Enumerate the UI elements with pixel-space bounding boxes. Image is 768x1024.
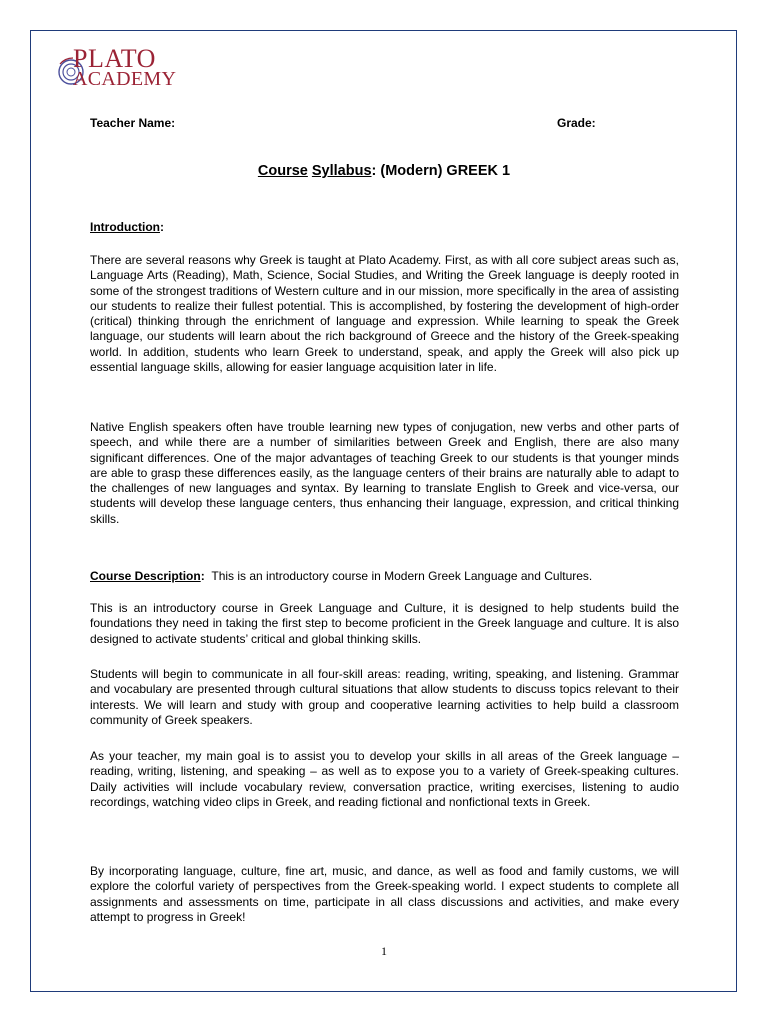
course-description-paragraph: Students will begin to communicate in all four-skill areas: reading, writing, speaking, and listening. Grammar and vocabulary are presented through cultural situations that allow students to discuss topics relevant to their interests. We will learn and study with group and cooperative learning activities to help build a classroom community of Greek speakers. bbox=[90, 667, 679, 727]
course-description-heading-colon: : bbox=[200, 569, 205, 583]
title-course: Course bbox=[257, 163, 308, 179]
teacher-name-label: Teacher Name: bbox=[90, 116, 176, 130]
logo-line-academy: ACADEMY bbox=[73, 68, 177, 90]
introduction-heading: Introduction bbox=[90, 220, 160, 234]
plato-academy-logo bbox=[57, 44, 187, 100]
title-subject: : (Modern) GREEK 1 bbox=[371, 163, 511, 179]
title-syllabus: Syllabus bbox=[311, 163, 372, 179]
course-description-paragraph: By incorporating language, culture, fine art, music, and dance, as well as food and family customs, we will explore the colorful variety of perspectives from the Greek-speaking world. I expect students to complete all assignments and assessments on time, participate in all class discussions and activities, and make every attempt to progress in Greek! bbox=[90, 864, 679, 924]
page-title bbox=[0, 163, 768, 179]
grade-label: Grade: bbox=[557, 116, 596, 130]
course-description-heading: Course Description bbox=[90, 569, 201, 583]
introduction-heading-block bbox=[90, 220, 679, 235]
course-description-paragraph: As your teacher, my main goal is to assist you to develop your skills in all areas of the Greek language – reading, writing, listening, and speaking – as well as to expose you to a variety of Greek-speaking cultures. Daily activities will include vocabulary review, conversation practice, writing exercises, listening to audio recordings, watching video clips in Greek, and reading fictional and nonfictional texts in Greek. bbox=[90, 749, 679, 809]
logo-line-plato: PLATO bbox=[73, 44, 156, 73]
page-number: 1 bbox=[381, 944, 387, 958]
introduction-paragraph: Native English speakers often have trouble learning new types of conjugation, new verbs and other parts of speech, and while there are a number of similarities between Greek and English, there are also many significant differences. One of the major advantages of teaching Greek to our students is that younger minds are able to grasp these differences easily, as the language centers of their brains are naturally able to adapt to the challenges of new languages and syntax. By learning to translate English to Greek and vice-versa, our students will develop these language centers, thus enhancing their language, expression, and critical thinking skills. bbox=[90, 420, 679, 526]
course-description-lead: This is an introductory course in Modern Greek Language and Cultures. bbox=[211, 569, 593, 583]
course-description-lead-block bbox=[90, 569, 679, 584]
introduction-heading-colon: : bbox=[159, 220, 164, 234]
introduction-paragraph: There are several reasons why Greek is taught at Plato Academy. First, as with all core subject areas such as, Language Arts (Reading), Math, Science, Social Studies, and Writing the Greek language is deeply rooted in some of the strongest traditions of Western culture and in our mission, more specifically in the area of assisting our students to realize their fullest potential. This is accomplished, by fostering the development of high-order (critical) thinking through the enrichment of language and expression. While learning to speak the Greek language, our students will learn about the rich background of Greece and the history of the Greek-speaking world. In addition, students who learn Greek to understand, speak, and apply the Greek will also pick up essential language skills, allowing for easier language acquisition later in life. bbox=[90, 253, 679, 375]
course-description-paragraph: This is an introductory course in Greek Language and Culture, it is designed to help students build the foundations they need in taking the first step to become proficient in the Greek language and culture. It is also designed to activate students’ critical and global thinking skills. bbox=[90, 601, 679, 646]
